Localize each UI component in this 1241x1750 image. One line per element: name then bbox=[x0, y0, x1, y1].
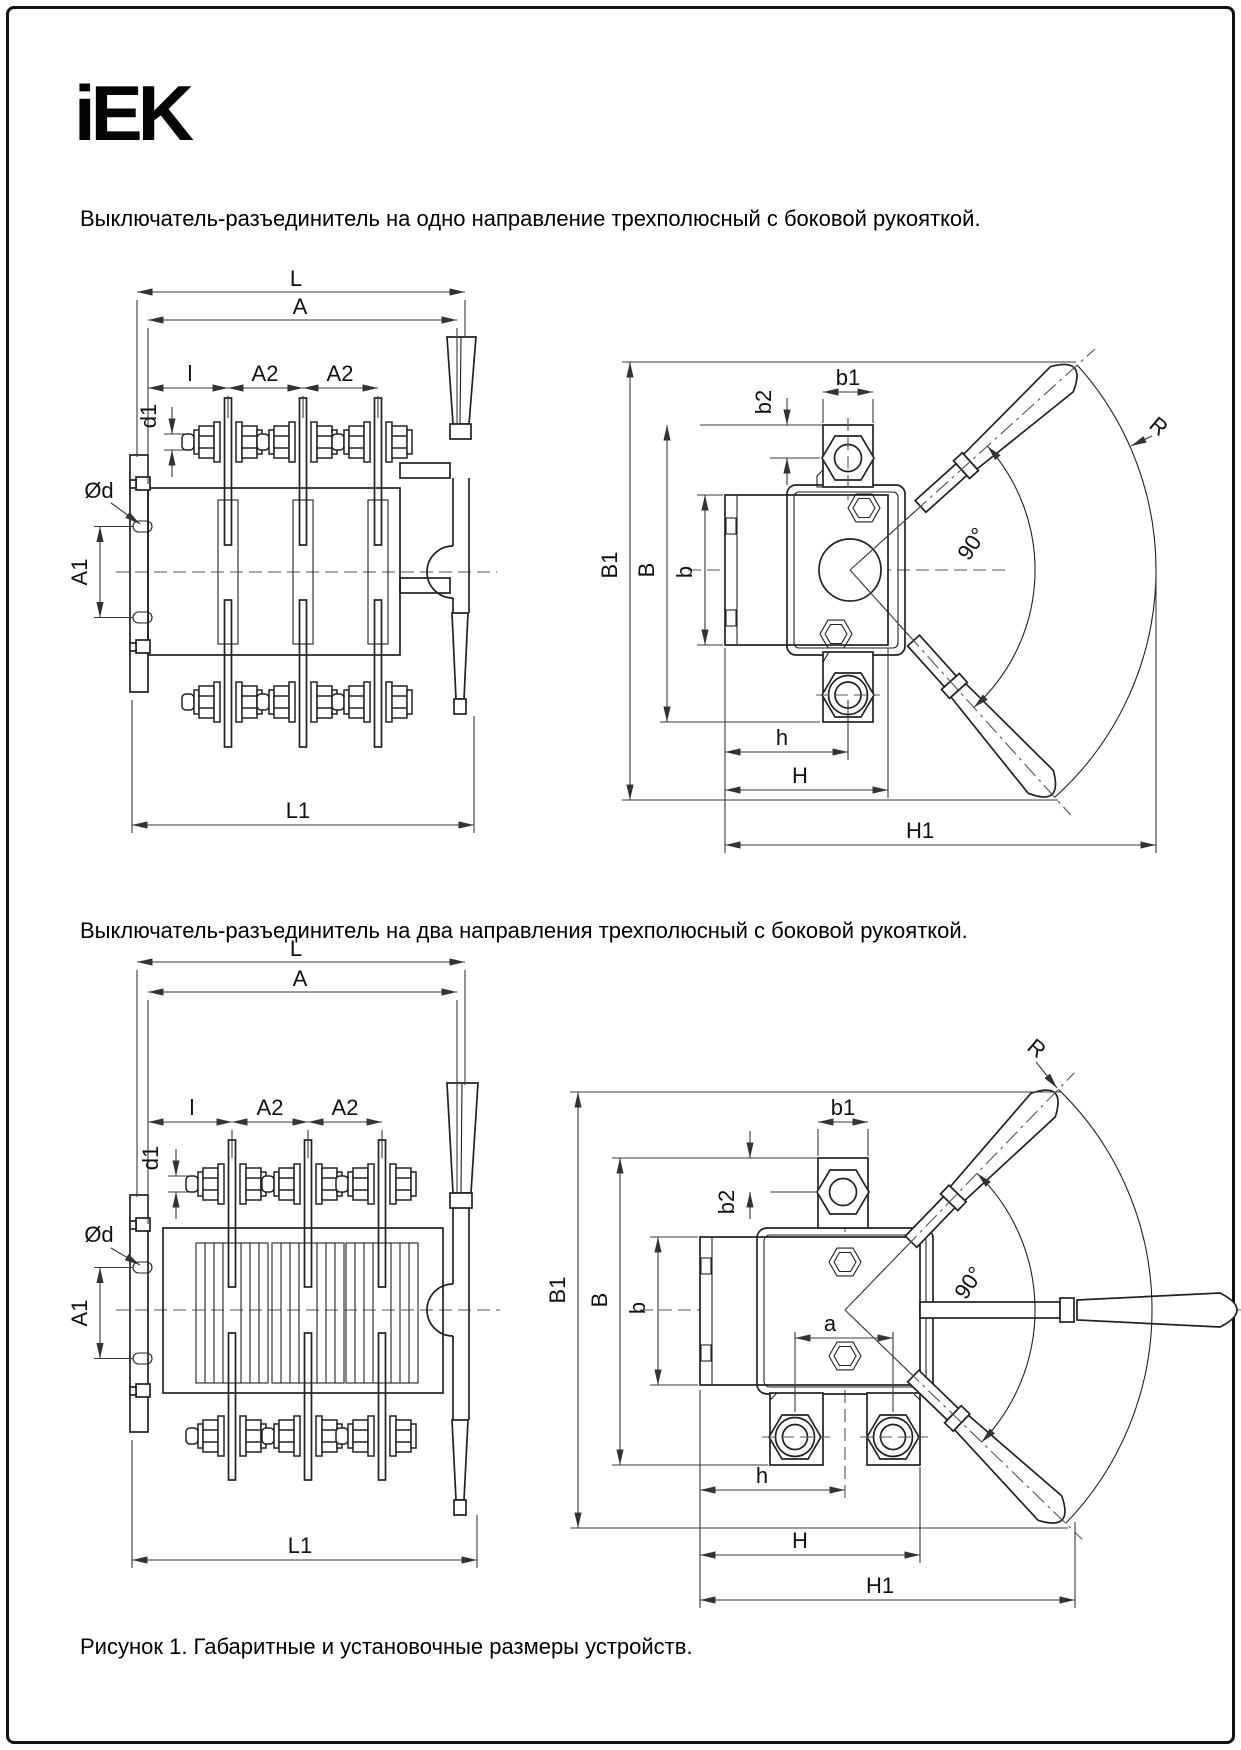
dim-label-Od: Ød bbox=[84, 1222, 114, 1247]
figure2-title: Выключатель-разъединитель на два направления трехполюсный с боковой рукояткой. bbox=[80, 918, 968, 943]
dim-label-H1: H1 bbox=[905, 818, 935, 843]
dim-label-b2: b2 bbox=[751, 389, 776, 415]
dim-label-h: h bbox=[775, 725, 789, 750]
dim-label-angle: 90° bbox=[952, 523, 992, 565]
fig1-front-view bbox=[116, 337, 497, 747]
dim-label-h: h bbox=[755, 1463, 769, 1488]
dim-label-B: B bbox=[634, 562, 659, 578]
figure-caption: Рисунок 1. Габаритные и установочные размеры устройств. bbox=[80, 1634, 693, 1659]
dim-label-A: A bbox=[292, 966, 308, 991]
dim-label-Od: Ød bbox=[84, 478, 114, 503]
dim-label-A: A bbox=[292, 294, 308, 319]
dim-label-b1: b1 bbox=[835, 365, 861, 390]
dim-label-l: l bbox=[189, 1095, 195, 1120]
dim-label-L1: L1 bbox=[287, 1533, 313, 1558]
dim-label-A2: A2 bbox=[256, 1095, 284, 1120]
dim-label-A2: A2 bbox=[251, 361, 279, 386]
dim-label-H: H bbox=[792, 763, 808, 788]
iek-logo: iEK bbox=[74, 69, 190, 157]
dim-label-d1: d1 bbox=[136, 403, 161, 429]
dim-label-A2: A2 bbox=[326, 361, 354, 386]
fig1-side-view bbox=[688, 349, 1156, 815]
dim-label-H: H bbox=[792, 1528, 808, 1553]
dim-label-B1: B1 bbox=[545, 1276, 570, 1304]
dim-label-L1: L1 bbox=[285, 798, 311, 823]
dim-label-b: b bbox=[625, 1301, 650, 1315]
figure1-title: Выключатель-разъединитель на одно направление трехполюсный с боковой рукояткой. bbox=[80, 206, 981, 231]
dim-label-b: b bbox=[672, 565, 697, 579]
fig2-side-view bbox=[640, 1073, 1241, 1540]
dim-label-d1: d1 bbox=[138, 1145, 163, 1171]
dim-label-L: L bbox=[289, 936, 303, 961]
dim-label-l: l bbox=[187, 361, 193, 386]
dim-label-B1: B1 bbox=[597, 551, 622, 579]
dim-label-A1: A1 bbox=[67, 1299, 92, 1327]
dim-label-b2: b2 bbox=[714, 1189, 739, 1215]
dim-label-a: a bbox=[823, 1311, 837, 1336]
dim-label-L: L bbox=[289, 266, 303, 291]
dim-label-B: B bbox=[587, 1292, 612, 1308]
dim-label-A2: A2 bbox=[331, 1095, 359, 1120]
dim-label-b1: b1 bbox=[830, 1095, 856, 1120]
fig1-front-dimensions bbox=[67, 266, 474, 833]
dim-label-angle: 90° bbox=[949, 1262, 989, 1304]
dim-label-H1: H1 bbox=[865, 1573, 895, 1598]
dim-label-A1: A1 bbox=[67, 558, 92, 586]
dim-label-R: R bbox=[1144, 411, 1173, 441]
dim-label-R: R bbox=[1022, 1033, 1051, 1063]
